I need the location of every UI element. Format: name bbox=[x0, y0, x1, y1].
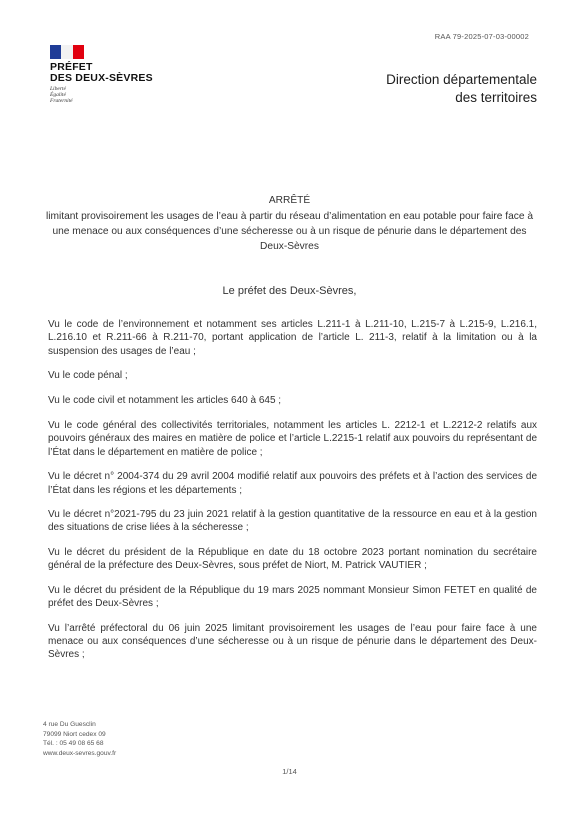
prefet-label: PRÉFET DES DEUX-SÈVRES bbox=[50, 61, 153, 84]
footer-contact bbox=[43, 720, 116, 758]
republic-motto: Liberté Égalité Fraternité bbox=[50, 86, 73, 105]
visa-paragraph: Vu le décret du président de la République en date du 18 octobre 2023 portant nomination du secrétaire général de la préfecture des Deux-Sèvres, sous préfet de Niort, M. Patrick VAUTIER ; bbox=[48, 546, 537, 572]
visa-paragraph: Vu le code de l’environnement et notamment ses articles L.211-1 à L.211-10, L.215-7 à L.215-9, L.216.1, L.216.10 et R.211-66 à R.211-70, portant application de l’article L. 211-3, relatif à la limitation ou à la suspension des usages de l’eau ; bbox=[48, 319, 537, 357]
footer-phone: Tél. : 05 49 08 65 68 bbox=[43, 740, 104, 748]
document-reference: RAA 79-2025-07-03-00002 bbox=[434, 32, 529, 41]
visa-paragraph: Vu l’arrêté préfectoral du 06 juin 2025 limitant provisoirement les usages de l’eau pour faire face à une menace ou aux conséquences d’une sécheresse ou à un risque de pénurie dans le département des Deux-Sèvres ; bbox=[48, 622, 537, 661]
footer-address-line: 4 rue Du Guesclin bbox=[43, 721, 96, 728]
marianne-flag-icon bbox=[50, 45, 84, 59]
visa-paragraph: Vu le décret n° 2004-374 du 29 avril 2004 modifié relatif aux pouvoirs des préfets et à l’action des services de l’État dans les régions et les départements ; bbox=[48, 471, 537, 496]
visa-paragraph: Vu le code pénal ; bbox=[48, 370, 128, 382]
visa-paragraph: Vu le code civil et notamment les articles 640 à 645 ; bbox=[48, 394, 282, 406]
visa-paragraph: Vu le code général des collectivités territoriales, notamment les articles L. 2212-1 et L.2212-2 relatifs aux pouvoirs généraux des maires en matière de police et l’article L.2215-1 relatif aux pouvoirs du représentant de l’État dans le département en matière de police ; bbox=[48, 420, 537, 458]
issuing-direction: Direction départementale des territoires bbox=[386, 72, 537, 105]
decree-author: Le préfet des Deux-Sèvres, bbox=[222, 285, 357, 297]
prefecture-logo bbox=[50, 45, 180, 105]
decree-subtitle: limitant provisoirement les usages de l’eau à partir du réseau d’alimentation en eau potable pour faire face à une menace ou aux conséquences d’une sécheresse ou à un risque de pénurie dans le département des Deux-Sèvres bbox=[45, 211, 534, 252]
decree-body bbox=[48, 318, 537, 662]
decree-heading: ARRÊTÉ bbox=[268, 195, 311, 206]
visa-paragraph: Vu le décret du président de la République du 19 mars 2025 nommant Monsieur Simon FETET en qualité de préfet des Deux-Sèvres ; bbox=[48, 584, 537, 610]
decree-title bbox=[40, 193, 539, 254]
footer-website: www.deux-sevres.gouv.fr bbox=[43, 749, 117, 757]
visa-paragraph: Vu le décret n°2021-795 du 23 juin 2021 relatif à la gestion quantitative de la ressource en eau et à la gestion des situations de crise liées à la sécheresse ; bbox=[48, 509, 537, 534]
footer-address-line: 79099 Niort cedex 09 bbox=[43, 730, 106, 738]
page-number: 1/14 bbox=[282, 767, 297, 776]
